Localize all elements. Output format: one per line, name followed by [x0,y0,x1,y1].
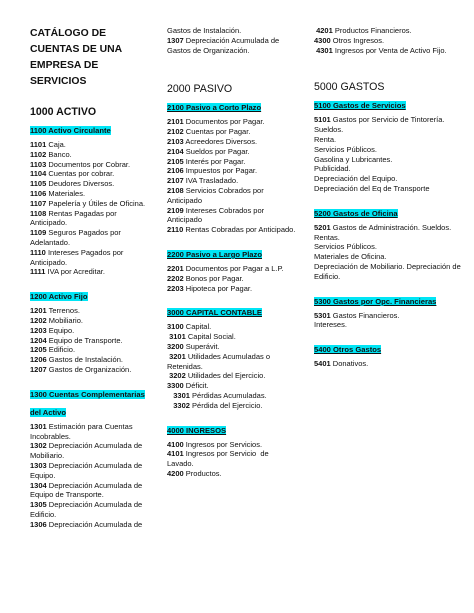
account-code: 4100 [167,439,184,449]
column-2 [167,26,297,488]
account-line [167,352,297,372]
group-heading: 1300 Cuentas Complementarias del Activo [30,389,145,417]
account-line [167,391,297,401]
account-name: Caja. [46,140,66,149]
account-name: Sueldos por Pagar. [183,146,250,156]
account-code: 1103 [30,159,47,169]
group-heading: 5300 Gastos por Opc. Financieras [314,296,437,306]
account-code: 1305 [30,500,47,510]
account-line [30,160,148,170]
account-line [30,267,148,277]
account-name: Cuentas por Pagar. [183,127,251,137]
account-name: Déficit. [183,381,209,391]
account-line [30,209,148,229]
account-line [167,469,297,479]
account-code: 1307 [167,35,184,45]
account-code: 4301 [314,45,333,55]
account-line [30,461,148,481]
group-heading: 1200 Activo Fijo [30,292,88,302]
account-line [167,206,297,226]
account-name: Terrenos. [46,306,80,316]
account-line [314,115,464,125]
account-code: 1202 [30,315,47,325]
account-name: Utilidades Acumuladas o Retenidas. [167,351,273,371]
account-code: 5401 [314,359,331,369]
account-line [167,225,297,235]
account-code: 1207 [30,364,47,374]
account-code: 1203 [30,325,47,335]
account-code: 2109 [167,205,184,215]
account-line [314,36,464,46]
account-name: Gastos de Organización. [46,364,132,374]
account-name: Pérdida del Ejercicio. [189,400,263,410]
account-code: 5301 [314,310,331,320]
account-code: 3302 [167,400,190,410]
account-name: Equipo. [46,325,75,335]
section-heading-gastos: 5000 GASTOS [314,81,385,94]
account-name: Gastos de Administración. Sueldos. [330,222,452,232]
account-line [314,164,464,174]
account-line [314,233,464,243]
gastos-sections [314,95,464,369]
account-name: Renta. [314,134,337,144]
account-code: 1106 [30,188,47,198]
account-line [30,169,148,179]
account-code: 2110 [167,225,184,235]
account-line [314,145,464,155]
account-line [167,117,297,127]
account-code: 3100 [167,322,184,332]
account-line [167,137,297,147]
account-code: 5201 [314,222,331,232]
account-code: 1306 [30,519,47,529]
account-code: 4101 [167,449,184,459]
account-name: Interés por Pagar. [183,156,246,166]
account-code: 1205 [30,345,47,355]
account-line [314,46,464,56]
account-name: Edificio. [46,345,76,355]
account-line [30,441,148,461]
account-line [30,189,148,199]
account-name: Banco. [46,149,72,159]
account-line [314,359,464,369]
account-code: 3101 [167,332,186,342]
account-code: 1206 [30,355,47,365]
account-line [167,342,297,352]
account-name: Sueldos. [314,125,344,135]
account-name: Depreciación Acumulada de [46,519,143,529]
account-code: 2202 [167,273,184,283]
account-name: Materiales de Oficina. [314,252,387,262]
account-line [167,381,297,391]
account-name: Gastos Financieros. [330,310,400,320]
account-line [167,440,297,450]
account-code: 2105 [167,156,184,166]
account-name: Intereses. [314,320,347,330]
account-name: Depreciación Acumulada de Equipo de Transporte. [30,480,145,500]
group-heading: 1100 Activo Circulante [30,126,111,135]
account-line [30,140,148,150]
account-line [314,155,464,165]
account-line [30,316,148,326]
account-name: Rentas Pagadas por Anticipado. [30,208,119,228]
account-name: Estimación para Cuentas Incobrables. [30,421,135,441]
account-name: Pérdidas Acumuladas. [189,390,267,400]
account-group [30,286,148,375]
account-name: Gastos de Instalación. [46,355,123,365]
account-name: Productos. [183,468,222,478]
account-line [167,147,297,157]
account-code: 2104 [167,146,184,156]
page-title: CATÁLOGO DE CUENTAS DE UNA EMPRESA DE SERVICIOS [30,28,122,87]
account-name: Depreciación Acumulada de Edificio. [30,500,145,519]
account-code: 1108 [30,208,47,218]
account-line [30,228,148,248]
account-code: 1109 [30,228,47,238]
account-group [30,384,148,530]
column-3 [314,26,464,378]
account-name: Depreciación del Eq de Transporte [314,183,430,193]
account-line [30,326,148,336]
account-code: 2103 [167,136,184,146]
group-heading: 4000 INGRESOS [167,425,227,435]
account-name: Publicidad. [314,164,351,174]
account-name: Bonos por Pagar. [183,273,244,283]
group-heading: 2200 Pasivo a Largo Plazo [167,249,262,259]
account-line [30,481,148,501]
account-code: 1302 [30,441,47,451]
account-line [314,252,464,262]
account-code: 2102 [167,127,184,137]
account-name: Rentas. [314,232,340,242]
account-code: 4200 [167,468,184,478]
account-line [314,242,464,252]
account-name: Intereses Cobrados por Anticipado [167,205,266,225]
account-name: IVA por Acreditar. [45,267,105,277]
account-name: Gasolina y Lubricantes. [314,154,393,164]
account-line [167,36,297,56]
account-line [314,223,464,233]
account-line [30,306,148,316]
account-code: 2101 [167,117,184,127]
account-code: 2107 [167,176,184,186]
account-code: 5101 [314,115,331,125]
account-name: Otros Ingresos. [330,35,385,45]
account-code: 2201 [167,263,184,273]
account-line [167,186,297,206]
account-name: Utilidades del Ejercicio. [185,371,266,381]
account-name: Depreciación Acumulada de Mobiliario. [30,441,145,461]
group-heading: 5400 Otros Gastos [314,345,382,355]
account-line [30,179,148,189]
pasivo-sections [167,97,297,478]
section-heading-pasivo: 2000 PASIVO [167,83,233,96]
account-code: 1303 [30,460,47,470]
account-name: Gastos por Servicio de Tintorería. [330,115,445,125]
account-name: Deudores Diversos. [46,179,115,189]
account-line [30,248,148,268]
account-name: Documentos por Pagar. [183,117,265,127]
account-name: Mobiliario. [46,315,83,325]
account-code: 1304 [30,480,47,490]
account-line [30,365,148,375]
account-line [167,157,297,167]
account-code: 1301 [30,421,47,431]
account-line [314,174,464,184]
account-line [167,176,297,186]
activo-sections [30,120,148,530]
continued-lines [314,26,464,55]
account-group [314,203,464,282]
column-1 [30,26,148,539]
continued-lines [167,26,297,55]
account-line [30,336,148,346]
account-code: 3200 [167,341,184,351]
account-name: IVA Trasladado. [183,176,239,186]
account-name: Seguros Pagados por Adelantado. [30,228,123,247]
account-code: 2108 [167,185,184,195]
account-line [314,135,464,145]
account-code: 2106 [167,166,184,176]
account-name: Depreciación Acumulada de Gastos de Organización. [167,35,282,55]
account-code: 1110 [30,247,46,257]
account-line [314,26,464,36]
account-name: Depreciación del Equipo. [314,174,398,184]
account-line [167,449,297,469]
account-name: Rentas Cobradas por Anticipado. [183,225,296,235]
group-heading: 5100 Gastos de Servicios [314,101,406,111]
account-name: Impuestos por Pagar. [183,166,258,176]
account-code: 1204 [30,335,47,345]
account-name: Papelería y Útiles de Oficina. [46,198,146,208]
account-line [167,127,297,137]
account-line [30,345,148,355]
account-line [30,355,148,365]
account-line [314,311,464,321]
account-name: Servicios Públicos. [314,242,377,252]
account-group [167,97,297,235]
account-name: Ingresos por Venta de Activo Fijo. [332,45,447,55]
account-line [167,284,297,294]
account-line [167,166,297,176]
account-code: 1104 [30,169,47,179]
account-name: Donativos. [330,359,369,369]
account-code: 4300 [314,35,331,45]
account-code: 1201 [30,306,47,316]
account-name: Equipo de Transporte. [46,335,123,345]
account-code: 3300 [167,381,184,391]
account-code: 3202 [167,371,186,381]
account-code: 2203 [167,283,184,293]
account-name: Superávit. [183,341,220,351]
account-code: 1107 [30,198,47,208]
account-line [314,320,464,330]
group-heading: 2100 Pasivo a Corto Plazo [167,103,262,113]
account-name: Ingresos por Servicio de Lavado. [167,449,271,469]
account-name: Hipoteca por Pagar. [183,283,253,293]
account-code: 1105 [30,179,47,189]
account-group [314,339,464,369]
account-name: Cuentas por cobrar. [46,169,115,179]
account-line [30,520,148,530]
account-name: Documentos por Cobrar. [46,159,131,169]
account-name: Servicios Cobrados por Anticipado [167,185,266,205]
account-line [167,264,297,274]
group-heading: 3000 CAPITAL CONTABLE [167,308,262,318]
account-group [167,420,297,479]
account-line [314,125,464,135]
account-name: Depreciación Acumulada de Equipo. [30,460,145,480]
account-name: Productos Financieros. [332,26,414,35]
account-line [314,262,464,282]
account-line [30,500,148,520]
account-group [167,302,297,410]
account-code: 4201 [314,26,333,35]
account-code: 3301 [167,390,190,400]
account-name: Documentos por Pagar a L.P. [183,263,284,273]
account-name: Acreedores Diversos. [183,136,260,146]
account-code: 1101 [30,140,47,149]
account-group [30,120,148,277]
section-heading-activo: 1000 ACTIVO [30,106,97,118]
account-code: 1102 [30,149,47,159]
account-line [30,150,148,160]
account-code: 1111 [30,267,46,277]
account-group [314,291,464,331]
account-line [167,26,297,36]
account-code: 3201 [167,351,186,361]
account-line [167,371,297,381]
group-heading: 5200 Gastos de Oficina [314,208,398,218]
account-line [30,199,148,209]
account-line [167,332,297,342]
account-group [167,244,297,293]
account-name: Gastos de Instalación. [167,26,242,35]
account-group [314,95,464,193]
account-line [167,401,297,411]
account-line [314,184,464,194]
account-line [167,322,297,332]
account-name: Servicios Públicos. [314,144,377,154]
account-name: Depreciación de Mobiliario. Depreciación de Edificio. [314,261,463,281]
account-line [30,422,148,442]
account-name: Capital Social. [185,332,236,342]
account-name: Ingresos por Servicios. [183,439,265,449]
account-name: Intereses Pagados por Anticipado. [30,247,126,267]
account-name: Capital. [183,322,212,332]
account-name: Materiales. [46,188,86,198]
account-line [167,274,297,284]
